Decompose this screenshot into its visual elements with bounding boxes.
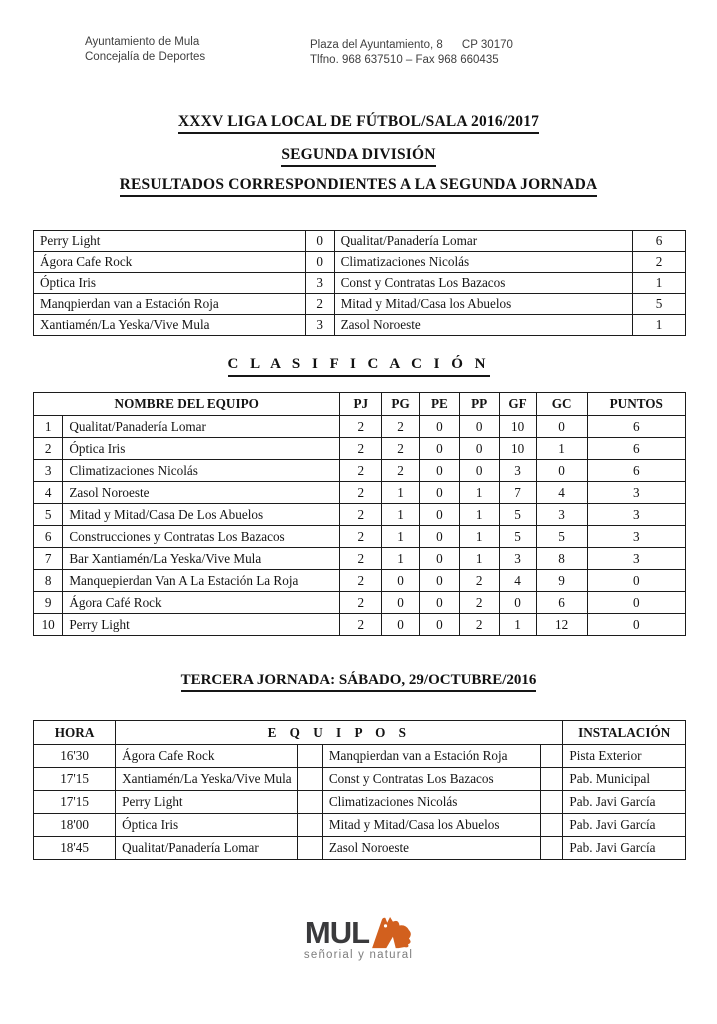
away-team-cell: Mitad y Mitad/Casa los Abuelos — [322, 814, 540, 837]
pj-cell: 2 — [340, 526, 382, 548]
spacer-cell — [540, 791, 563, 814]
spacer-cell — [298, 768, 323, 791]
pj-cell: 2 — [340, 592, 382, 614]
gc-cell: 9 — [536, 570, 587, 592]
pp-cell: 2 — [459, 570, 499, 592]
pg-cell: 2 — [382, 416, 420, 438]
title-league-line — [0, 113, 717, 134]
gf-cell: 3 — [499, 460, 536, 482]
classification-header-row — [34, 393, 686, 416]
classification-row — [34, 592, 686, 614]
away-team-cell: Manqpierdan van a Estación Roja — [322, 745, 540, 768]
home-score-cell: 3 — [305, 273, 334, 294]
puntos-cell: 0 — [587, 614, 685, 636]
puntos-cell: 6 — [587, 460, 685, 482]
pj-cell: 2 — [340, 482, 382, 504]
spacer-cell — [298, 837, 323, 860]
gc-cell: 4 — [536, 482, 587, 504]
pp-cell: 1 — [459, 504, 499, 526]
classification-row — [34, 548, 686, 570]
pg-cell: 0 — [382, 592, 420, 614]
away-team-cell: Mitad y Mitad/Casa los Abuelos — [334, 294, 633, 315]
pe-cell: 0 — [419, 460, 459, 482]
away-score-cell: 2 — [633, 252, 686, 273]
schedule-row — [34, 745, 686, 768]
classification-row — [34, 460, 686, 482]
org-address: Plaza del Ayuntamiento, 8 CP 30170 — [310, 39, 513, 51]
pg-cell: 1 — [382, 548, 420, 570]
classification-row — [34, 416, 686, 438]
gf-cell: 5 — [499, 504, 536, 526]
rank-cell: 5 — [34, 504, 63, 526]
schedule-row — [34, 814, 686, 837]
classification-row — [34, 482, 686, 504]
team-name-cell: Qualitat/Panadería Lomar — [63, 416, 340, 438]
schedule-row — [34, 837, 686, 860]
venue-cell: Pab. Javi García — [563, 814, 686, 837]
gc-cell: 1 — [536, 438, 587, 460]
rank-cell: 10 — [34, 614, 63, 636]
org-name: Ayuntamiento de Mula — [85, 36, 200, 48]
classification-row — [34, 504, 686, 526]
schedule-table — [33, 720, 686, 860]
gc-cell: 6 — [536, 592, 587, 614]
pj-cell: 2 — [340, 548, 382, 570]
column-header-pg: PG — [382, 393, 420, 416]
column-header-puntos: PUNTOS — [587, 393, 685, 416]
puntos-cell: 6 — [587, 416, 685, 438]
gf-cell: 5 — [499, 526, 536, 548]
venue-cell: Pab. Municipal — [563, 768, 686, 791]
clasificacion-heading-line — [0, 355, 717, 377]
pg-cell: 0 — [382, 614, 420, 636]
time-cell: 18'00 — [34, 814, 116, 837]
puntos-cell: 0 — [587, 592, 685, 614]
gf-cell: 10 — [499, 438, 536, 460]
pe-cell: 0 — [419, 526, 459, 548]
clasificacion-heading: C L A S I F I C A C I Ó N — [228, 356, 490, 377]
home-team-cell: Ágora Cafe Rock — [116, 745, 298, 768]
gc-cell: 8 — [536, 548, 587, 570]
pp-cell: 0 — [459, 416, 499, 438]
spacer-cell — [298, 791, 323, 814]
spacer-cell — [540, 745, 563, 768]
away-team-cell: Zasol Noroeste — [334, 315, 633, 336]
title-division-line — [0, 146, 717, 167]
home-team-cell: Qualitat/Panadería Lomar — [116, 837, 298, 860]
home-team-cell: Perry Light — [116, 791, 298, 814]
rank-cell: 6 — [34, 526, 63, 548]
classification-row — [34, 526, 686, 548]
rank-cell: 8 — [34, 570, 63, 592]
spacer-cell — [298, 745, 323, 768]
column-header-instalacion: INSTALACIÓN — [563, 721, 686, 745]
title-division: SEGUNDA DIVISIÓN — [281, 146, 435, 167]
pj-cell: 2 — [340, 460, 382, 482]
time-cell: 17'15 — [34, 768, 116, 791]
result-row — [34, 294, 686, 315]
home-score-cell: 2 — [305, 294, 334, 315]
spacer-cell — [540, 837, 563, 860]
pe-cell: 0 — [419, 548, 459, 570]
team-name-cell: Perry Light — [63, 614, 340, 636]
gc-cell: 3 — [536, 504, 587, 526]
away-team-cell: Qualitat/Panadería Lomar — [334, 231, 633, 252]
tercera-jornada-heading-line — [0, 671, 717, 692]
pe-cell: 0 — [419, 504, 459, 526]
classification-row — [34, 438, 686, 460]
puntos-cell: 0 — [587, 570, 685, 592]
column-header-equipos: E Q U I P O S — [116, 721, 563, 745]
pg-cell: 1 — [382, 526, 420, 548]
home-team-cell: Manqpierdan van a Estación Roja — [34, 294, 306, 315]
schedule-row — [34, 791, 686, 814]
classification-row — [34, 614, 686, 636]
letterhead-org — [85, 35, 205, 65]
pp-cell: 0 — [459, 438, 499, 460]
gf-cell: 3 — [499, 548, 536, 570]
away-team-cell: Const y Contratas Los Bazacos — [322, 768, 540, 791]
rank-cell: 4 — [34, 482, 63, 504]
away-score-cell: 1 — [633, 273, 686, 294]
pj-cell: 2 — [340, 416, 382, 438]
venue-cell: Pista Exterior — [563, 745, 686, 768]
gc-cell: 5 — [536, 526, 587, 548]
pg-cell: 2 — [382, 460, 420, 482]
venue-cell: Pab. Javi García — [563, 837, 686, 860]
puntos-cell: 6 — [587, 438, 685, 460]
pe-cell: 0 — [419, 570, 459, 592]
away-team-cell: Climatizaciones Nicolás — [334, 252, 633, 273]
pg-cell: 1 — [382, 504, 420, 526]
gc-cell: 0 — [536, 416, 587, 438]
title-league: XXXV LIGA LOCAL DE FÚTBOL/SALA 2016/2017 — [178, 113, 539, 134]
pe-cell: 0 — [419, 416, 459, 438]
puntos-cell: 3 — [587, 548, 685, 570]
letterhead-contact — [310, 38, 513, 68]
away-team-cell: Const y Contratas Los Bazacos — [334, 273, 633, 294]
away-team-cell: Climatizaciones Nicolás — [322, 791, 540, 814]
pp-cell: 2 — [459, 614, 499, 636]
pp-cell: 1 — [459, 526, 499, 548]
away-score-cell: 1 — [633, 315, 686, 336]
pp-cell: 1 — [459, 548, 499, 570]
team-name-cell: Climatizaciones Nicolás — [63, 460, 340, 482]
rank-cell: 1 — [34, 416, 63, 438]
schedule-header-row — [34, 721, 686, 745]
time-cell: 18'45 — [34, 837, 116, 860]
home-team-cell: Perry Light — [34, 231, 306, 252]
gc-cell: 0 — [536, 460, 587, 482]
pe-cell: 0 — [419, 438, 459, 460]
gf-cell: 1 — [499, 614, 536, 636]
puntos-cell: 3 — [587, 526, 685, 548]
away-score-cell: 6 — [633, 231, 686, 252]
spacer-cell — [540, 814, 563, 837]
home-team-cell: Óptica Iris — [34, 273, 306, 294]
results-table — [33, 230, 686, 336]
mula-logo-text: MUL — [304, 915, 370, 950]
pg-cell: 1 — [382, 482, 420, 504]
home-score-cell: 0 — [305, 252, 334, 273]
column-header-hora: HORA — [34, 721, 116, 745]
gf-cell: 7 — [499, 482, 536, 504]
rank-cell: 7 — [34, 548, 63, 570]
pj-cell: 2 — [340, 570, 382, 592]
team-name-cell: Óptica Iris — [63, 438, 340, 460]
team-name-cell: Construcciones y Contratas Los Bazacos — [63, 526, 340, 548]
result-row — [34, 273, 686, 294]
mula-logo — [0, 916, 717, 961]
pp-cell: 0 — [459, 460, 499, 482]
spacer-cell — [540, 768, 563, 791]
team-name-cell: Manquepierdan Van A La Estación La Roja — [63, 570, 340, 592]
pp-cell: 2 — [459, 592, 499, 614]
home-team-cell: Xantiamén/La Yeska/Vive Mula — [116, 768, 298, 791]
home-team-cell: Xantiamén/La Yeska/Vive Mula — [34, 315, 306, 336]
time-cell: 16'30 — [34, 745, 116, 768]
puntos-cell: 3 — [587, 504, 685, 526]
title-results: RESULTADOS CORRESPONDIENTES A LA SEGUNDA JORNADA — [120, 176, 598, 197]
spacer-cell — [298, 814, 323, 837]
pg-cell: 2 — [382, 438, 420, 460]
result-row — [34, 231, 686, 252]
column-header-gc: GC — [536, 393, 587, 416]
column-header-nombre: NOMBRE DEL EQUIPO — [34, 393, 340, 416]
mula-logo-tagline: señorial y natural — [303, 949, 414, 961]
pe-cell: 0 — [419, 592, 459, 614]
venue-cell: Pab. Javi García — [563, 791, 686, 814]
pj-cell: 2 — [340, 504, 382, 526]
result-row — [34, 252, 686, 273]
puntos-cell: 3 — [587, 482, 685, 504]
pe-cell: 0 — [419, 482, 459, 504]
mula-logo-row — [305, 916, 412, 948]
mule-icon — [370, 916, 412, 950]
column-header-pe: PE — [419, 393, 459, 416]
schedule-row — [34, 768, 686, 791]
gf-cell: 4 — [499, 570, 536, 592]
away-team-cell: Zasol Noroeste — [322, 837, 540, 860]
home-score-cell: 3 — [305, 315, 334, 336]
pg-cell: 0 — [382, 570, 420, 592]
pp-cell: 1 — [459, 482, 499, 504]
team-name-cell: Bar Xantiamén/La Yeska/Vive Mula — [63, 548, 340, 570]
rank-cell: 9 — [34, 592, 63, 614]
tercera-jornada-heading: TERCERA JORNADA: SÁBADO, 29/OCTUBRE/2016 — [181, 672, 537, 692]
org-department: Concejalía de Deportes — [85, 51, 206, 63]
rank-cell: 2 — [34, 438, 63, 460]
gf-cell: 0 — [499, 592, 536, 614]
column-header-gf: GF — [499, 393, 536, 416]
gc-cell: 12 — [536, 614, 587, 636]
home-team-cell: Óptica Iris — [116, 814, 298, 837]
result-row — [34, 315, 686, 336]
classification-row — [34, 570, 686, 592]
away-score-cell: 5 — [633, 294, 686, 315]
classification-table — [33, 392, 686, 636]
gf-cell: 10 — [499, 416, 536, 438]
time-cell: 17'15 — [34, 791, 116, 814]
title-results-line — [0, 176, 717, 197]
column-header-pp: PP — [459, 393, 499, 416]
pe-cell: 0 — [419, 614, 459, 636]
team-name-cell: Zasol Noroeste — [63, 482, 340, 504]
rank-cell: 3 — [34, 460, 63, 482]
column-header-pj: PJ — [340, 393, 382, 416]
pj-cell: 2 — [340, 438, 382, 460]
pj-cell: 2 — [340, 614, 382, 636]
team-name-cell: Mitad y Mitad/Casa De Los Abuelos — [63, 504, 340, 526]
home-team-cell: Ágora Cafe Rock — [34, 252, 306, 273]
team-name-cell: Ágora Café Rock — [63, 592, 340, 614]
org-phone-fax: Tlfno. 968 637510 – Fax 968 660435 — [310, 54, 499, 66]
home-score-cell: 0 — [305, 231, 334, 252]
